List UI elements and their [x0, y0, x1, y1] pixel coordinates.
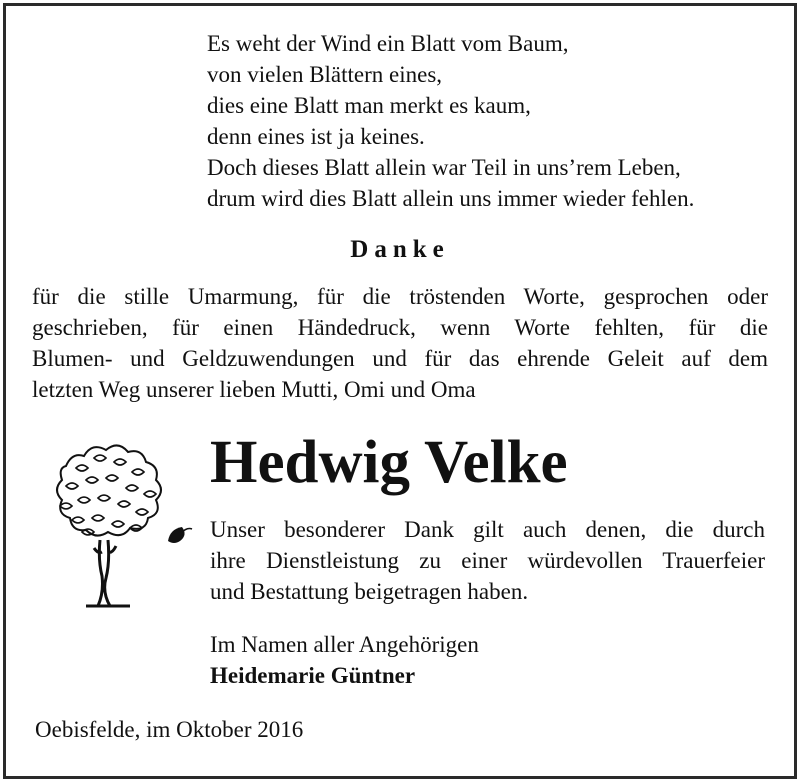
thanks-paragraph [32, 281, 768, 405]
special-thanks-line: und Bestattung beigetragen haben. [210, 579, 529, 604]
poem [207, 28, 694, 214]
thanks-line: für die stille Umarmung, für die tröstenden Worte, gesprochen oder [32, 284, 768, 309]
thanks-heading: Danke [350, 236, 450, 263]
deceased-name: Hedwig Velke [210, 429, 568, 496]
falling-leaf-icon [165, 523, 195, 549]
special-thanks-line: Unser besonderer Dank gilt auch denen, die durch [210, 517, 765, 542]
behalf-line: Im Namen aller Angehörigen [210, 632, 479, 657]
special-thanks-paragraph [210, 514, 765, 607]
poem-line: drum wird dies Blatt allein uns immer wieder fehlen. [207, 186, 695, 211]
poem-line: von vielen Blättern eines, [207, 62, 443, 87]
thanks-line: letzten Weg unserer lieben Mutti, Omi und Oma [32, 377, 476, 402]
signer-name: Heidemarie Güntner [210, 663, 416, 688]
poem-line: denn eines ist ja keines. [207, 124, 425, 149]
poem-line: Doch dieses Blatt allein war Teil in uns’rem Leben, [207, 155, 681, 180]
special-thanks-line: ihre Dienstleistung zu einer würdevollen Trauerfeier [210, 548, 765, 573]
poem-line: Es weht der Wind ein Blatt vom Baum, [207, 31, 569, 56]
poem-line: dies eine Blatt man merkt es kaum, [207, 93, 531, 118]
thanks-line: geschrieben, für einen Händedruck, wenn Worte fehlten, für die [32, 315, 768, 340]
thanks-line: Blumen- und Geldzuwendungen und für das ehrende Geleit auf dem [32, 346, 768, 371]
tree-icon [36, 428, 176, 614]
place-date: Oebisfelde, im Oktober 2016 [35, 717, 304, 742]
